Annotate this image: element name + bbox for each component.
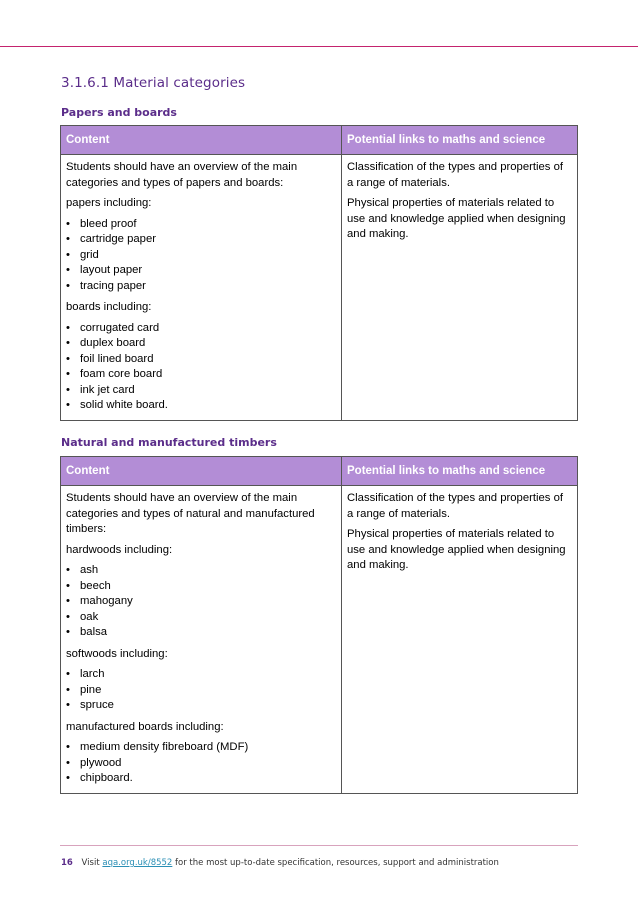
content-cell xyxy=(61,486,342,793)
group-label: manufactured boards including: xyxy=(66,720,224,733)
footer-text-after: for the most up-to-date specification, resources, support and administration xyxy=(175,858,499,868)
list-item: • mahogany xyxy=(66,594,336,610)
list-item: • layout paper xyxy=(66,263,336,279)
group-label: softwoods including: xyxy=(66,647,168,660)
link-paragraph: Physical properties of materials related to use and knowledge applied when designing and making. xyxy=(347,528,566,571)
table-subheading-timbers: Natural and manufactured timbers xyxy=(61,436,277,449)
group-label: boards including: xyxy=(66,301,152,313)
top-rule xyxy=(0,46,638,47)
list-item: • corrugated card xyxy=(66,321,336,337)
content-cell xyxy=(61,155,342,420)
column-header-links: Potential links to maths and science xyxy=(347,465,546,477)
column-header-content: Content xyxy=(61,457,342,485)
links-cell xyxy=(342,486,577,793)
list-item: • plywood xyxy=(66,756,336,772)
page-footer xyxy=(61,858,499,868)
links-cell xyxy=(342,155,577,420)
table-header-row xyxy=(61,457,577,486)
table-row xyxy=(61,486,577,793)
table-papers-and-boards xyxy=(60,125,578,421)
content-intro: Students should have an overview of the main categories and types of papers and boards: xyxy=(66,161,298,189)
list-item: • duplex board xyxy=(66,336,336,352)
table-subheading-papers: Papers and boards xyxy=(61,106,177,119)
item-list xyxy=(66,321,336,414)
group-label: papers including: xyxy=(66,197,152,209)
list-item: • foil lined board xyxy=(66,352,336,368)
content-intro: Students should have an overview of the main categories and types of natural and manufactured timbers: xyxy=(66,492,315,535)
section-title: 3.1.6.1 Material categories xyxy=(61,75,246,91)
group-label: hardwoods including: xyxy=(66,543,173,556)
list-item: • ash xyxy=(66,563,336,579)
link-paragraph: Physical properties of materials related to use and knowledge applied when designing and making. xyxy=(347,197,566,240)
list-item: • spruce xyxy=(66,698,336,714)
table-header-row xyxy=(61,126,577,155)
list-item: • chipboard. xyxy=(66,771,336,787)
table-natural-and-manufactured-timbers xyxy=(60,456,578,794)
footer-rule xyxy=(60,845,578,846)
list-item: • cartridge paper xyxy=(66,232,336,248)
spec-link[interactable]: aqa.org.uk/8552 xyxy=(102,858,173,868)
column-header-links: Potential links to maths and science xyxy=(347,134,546,146)
item-list xyxy=(66,740,336,787)
table-row xyxy=(61,155,577,420)
list-item: • tracing paper xyxy=(66,279,336,295)
list-item: • foam core board xyxy=(66,367,336,383)
link-paragraph: Classification of the types and properties of a range of materials. xyxy=(347,492,564,520)
list-item: • solid white board. xyxy=(66,398,336,414)
page-number: 16 xyxy=(61,858,73,868)
item-list xyxy=(66,667,336,714)
link-paragraph: Classification of the types and properties of a range of materials. xyxy=(347,161,564,189)
list-item: • grid xyxy=(66,248,336,264)
footer-text-before: Visit xyxy=(81,858,100,868)
list-item: • bleed proof xyxy=(66,217,336,233)
item-list xyxy=(66,563,336,641)
list-item: • ink jet card xyxy=(66,383,336,399)
list-item: • medium density fibreboard (MDF) xyxy=(66,740,336,756)
column-header-content: Content xyxy=(61,126,342,154)
list-item: • oak xyxy=(66,610,336,626)
list-item: • balsa xyxy=(66,625,336,641)
item-list xyxy=(66,217,336,295)
list-item: • pine xyxy=(66,683,336,699)
list-item: • larch xyxy=(66,667,336,683)
list-item: • beech xyxy=(66,579,336,595)
